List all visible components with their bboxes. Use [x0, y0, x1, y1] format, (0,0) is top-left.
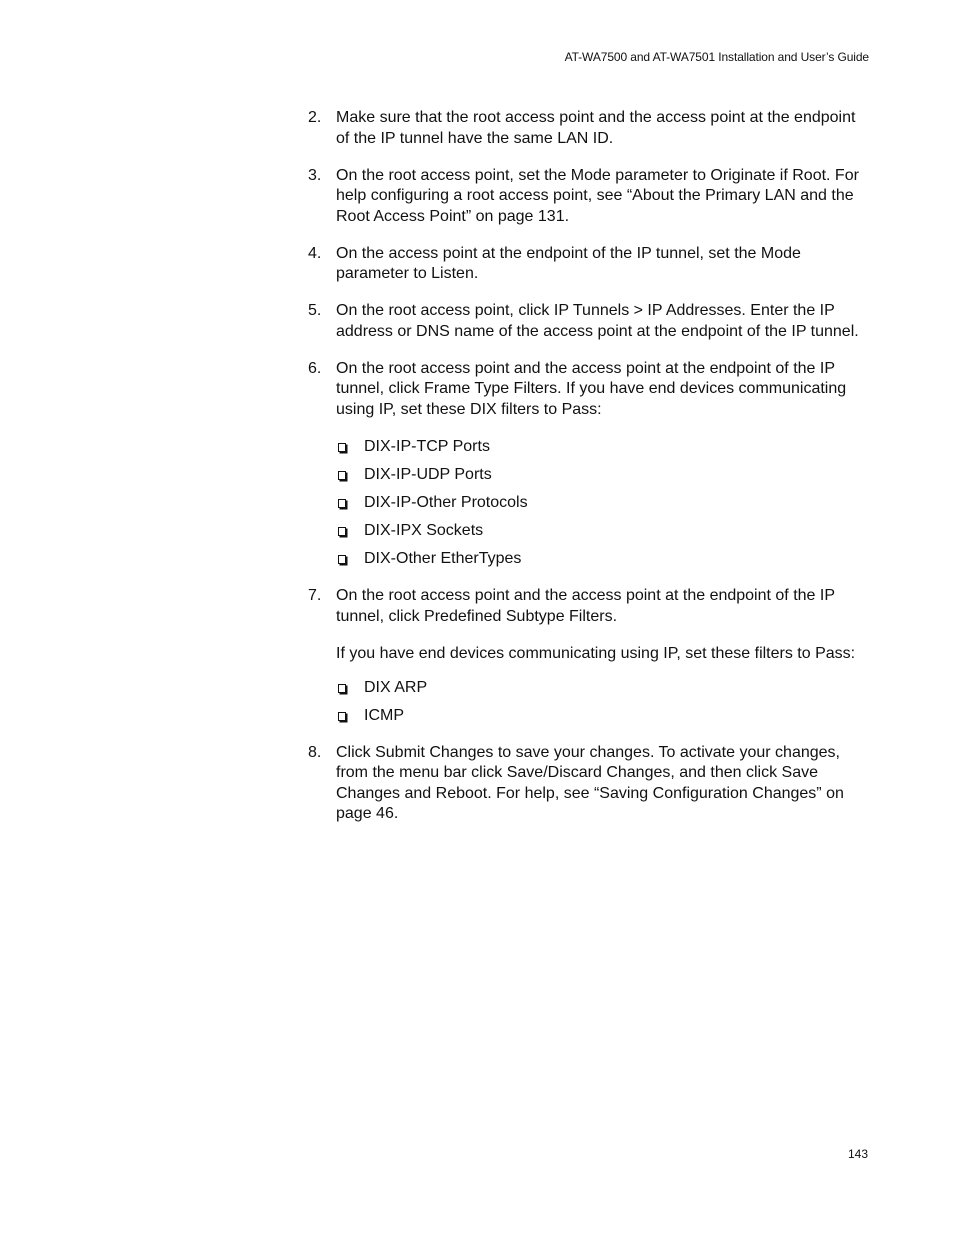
step-text: Make sure that the root access point and the access point at the endpoint of the IP tunnel have the same LAN ID.: [336, 109, 856, 147]
list-item-label: DIX-IP-TCP Ports: [364, 438, 490, 455]
list-item-label: ICMP: [364, 706, 404, 724]
procedure-steps: [308, 108, 873, 841]
step-number: 7.: [308, 587, 322, 604]
step-text: On the root access point, set the Mode parameter to Originate if Root. For help configuring a root access point, see “About the Primary LAN and the Root Access Point” on page 131.: [336, 166, 859, 225]
list-item: [336, 706, 873, 727]
step-number: 5.: [308, 302, 322, 319]
dix-filter-list: [336, 437, 873, 570]
list-item: [336, 549, 873, 570]
checkbox-bullet-icon: [338, 471, 346, 480]
step-text: On the access point at the endpoint of the IP tunnel, set the Mode parameter to Listen.: [336, 244, 801, 282]
step-4: [308, 244, 873, 285]
list-item: [336, 678, 873, 706]
checkbox-bullet-icon: [338, 499, 346, 508]
list-item: [336, 437, 873, 465]
list-item: [336, 493, 873, 521]
checkbox-bullet-icon: [338, 527, 346, 536]
page-number: 143: [847, 1147, 868, 1161]
list-item: [336, 465, 873, 493]
step-text: On the root access point and the access point at the endpoint of the IP tunnel, click Predefined Subtype Filters.: [336, 587, 835, 625]
checkbox-bullet-icon: [338, 443, 346, 452]
step-text: On the root access point and the access point at the endpoint of the IP tunnel, click Frame Type Filters. If you have end devices communicating using IP, set these DIX filters to Pass:: [336, 359, 847, 418]
step-number: 3.: [308, 166, 322, 184]
step-6: [308, 359, 873, 570]
running-header: AT-WA7500 and AT-WA7501 Installation and User’s Guide: [564, 50, 869, 64]
subtype-filter-list: [336, 678, 873, 727]
list-item-label: DIX-IPX Sockets: [364, 522, 484, 539]
step-number: 2.: [308, 109, 322, 126]
list-item: [336, 521, 873, 549]
step-number: 6.: [308, 359, 322, 377]
step-number: 4.: [308, 244, 322, 262]
step-paragraph: If you have end devices communicating using IP, set these filters to Pass:: [336, 645, 856, 662]
step-2: [308, 108, 873, 149]
checkbox-bullet-icon: [338, 712, 346, 721]
step-8: [308, 743, 873, 825]
checkbox-bullet-icon: [338, 555, 346, 564]
list-item-label: DIX-IP-UDP Ports: [364, 466, 492, 483]
step-5: [308, 301, 873, 342]
list-item-label: DIX-IP-Other Protocols: [364, 494, 528, 511]
step-number: 8.: [308, 743, 322, 761]
checkbox-bullet-icon: [338, 684, 346, 693]
step-text: On the root access point, click IP Tunnels > IP Addresses. Enter the IP address or DNS name of the access point at the endpoint of the IP tunnel.: [336, 302, 859, 340]
step-3: [308, 166, 873, 228]
step-text: Click Submit Changes to save your changes. To activate your changes, from the menu bar click Save/Discard Changes, and then click Save Changes and Reboot. For help, see “Saving Configuration Changes” on page 46.: [336, 743, 844, 822]
list-item-label: DIX ARP: [364, 678, 428, 696]
step-7: [308, 586, 873, 726]
list-item-label: DIX-Other EtherTypes: [364, 550, 522, 567]
